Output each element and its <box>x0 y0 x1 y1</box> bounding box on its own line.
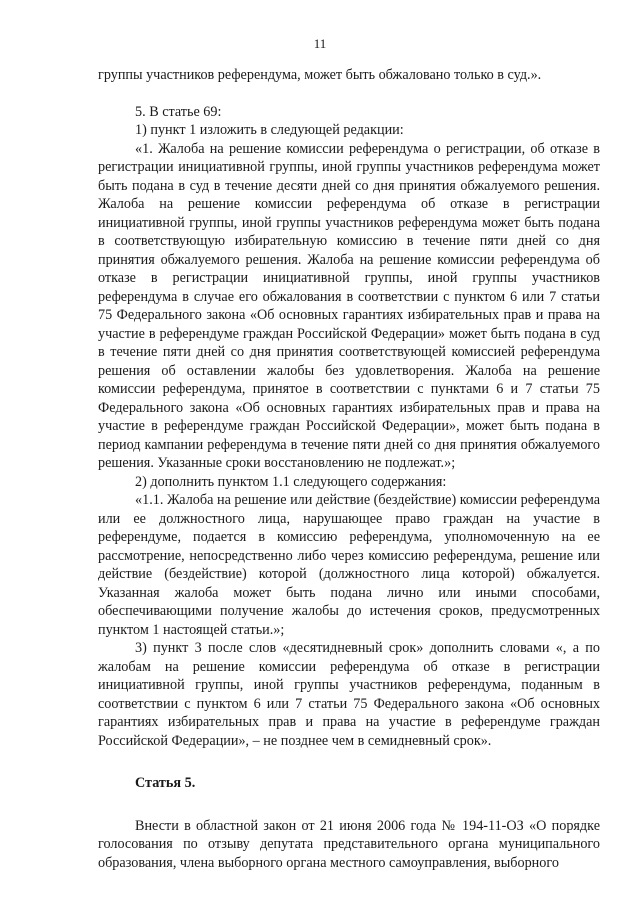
page-number: 11 <box>313 36 327 51</box>
document-body <box>98 66 600 872</box>
paragraph-article-5-text: Внести в областной закон от 21 июня 2006 года № 194-11-ОЗ «О порядке голосования по отзыву депутата представительного органа муниципального образования, члена выборного органа местного самоуправления, выборного <box>98 817 600 871</box>
article-heading: Статья 5. <box>135 775 196 791</box>
paragraph-subitem-1: 1) пункт 1 изложить в следующей редакции: <box>135 122 404 138</box>
paragraph-continuation: группы участников референдума, может быть обжаловано только в суд.». <box>98 67 542 83</box>
paragraph-quote-1-1: «1.1. Жалоба на решение или действие (бездействие) комиссии референдума или ее должностного лица, нарушающее право граждан на участие в референдуме, подается в комиссию референдума, уполномоченную на ее рассмотрение, непосредственно либо через комиссию референдума, решение или действие (бездействие) которой (должностного лица которой) обжалуется. Указанная жалоба может быть подана лично или иными способами, обеспечивающими получение жалобы до истечения сроков, предусмотренных пунктом 1 настоящей статьи.»; <box>98 492 600 638</box>
paragraph-subitem-3: 3) пункт 3 после слов «десятидневный срок» дополнить словами «, а по жалобам на решение комиссии референдума об отказе в регистрации инициативной группы, иной группы участников референдума, поданным в соответствии с пунктом 6 или 7 статьи 75 Федерального закона «Об основных гарантиях избирательных прав и права на участие в референдуме граждан Российской Федерации», – не позднее чем в семидневный срок». <box>98 640 600 749</box>
paragraph-subitem-2: 2) дополнить пунктом 1.1 следующего содержания: <box>135 473 447 490</box>
paragraph-item-5: 5. В статье 69: <box>135 103 222 120</box>
paragraph-quote-1: «1. Жалоба на решение комиссии референдума о регистрации, об отказе в регистрации инициативной группы, иной группы участников референдума может быть подана в суд в течение десяти дней со дня принятия обжалуемого решения. Жалоба на решение комиссии референдума об отказе в регистрации инициативной группы, иной группы участников референдума может быть подана в соответствующую избирательную комиссию в течение пяти дней со дня принятия обжалуемого решения. Жалоба на решение комиссии референдума об отказе в регистрации инициативной группы, иной группы участников референдума в случае его обжалования в соответствии с пунктом 6 или 7 статьи 75 Федерального закона «Об основных гарантиях избирательных прав и права на участие в референдуме граждан Российской Федерации» может быть подана в суд в течение пяти дней со дня принятия соответствующей комиссией референдума решения об оставлении жалобы без удовлетворения. Жалоба на решение комиссии референдума, принятое в соответствии с пунктами 6 и 7 статьи 75 Федерального закона «Об основных гарантиях избирательных прав и права на участие в референдуме граждан Российской Федерации», может быть подана в период кампании референдума в течение пяти дней со дня принятия обжалуемого решения. Указанные сроки восстановлению не подлежат.»; <box>98 140 600 471</box>
